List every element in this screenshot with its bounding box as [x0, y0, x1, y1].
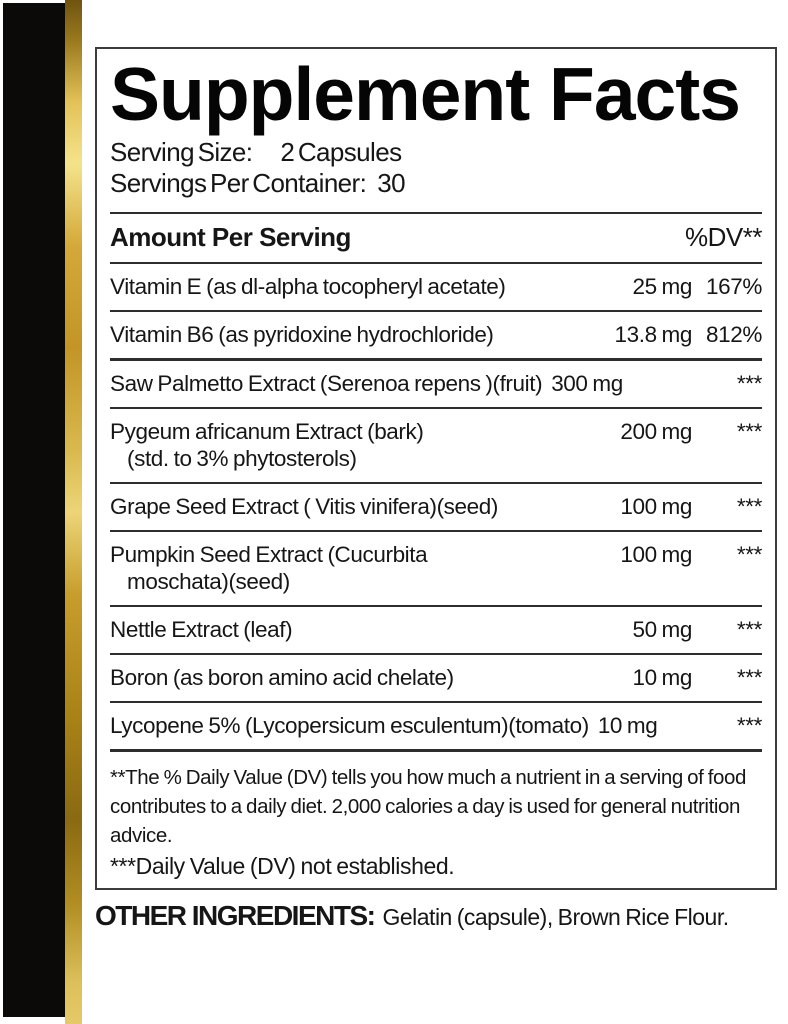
other-ingredients-line	[95, 899, 729, 938]
ingredient-row	[110, 703, 762, 749]
ingredient-dv: ***	[736, 542, 762, 567]
ingredient-amount: 13.8 mg	[614, 322, 692, 347]
ingredient-name: Nettle Extract (leaf)	[110, 617, 293, 642]
ingredient-name: Boron (as boron amino acid chelate)	[110, 665, 454, 690]
ingredient-dv: ***	[736, 617, 762, 642]
ingredient-name: Lycopene 5% (Lycopersicum esculentum)(tomato)	[110, 713, 589, 738]
dv-header: %DV**	[685, 222, 762, 252]
ingredient-row	[110, 655, 762, 701]
ingredient-row	[110, 264, 762, 310]
ingredient-row	[110, 607, 762, 653]
ingredient-name-line2: moschata)(seed)	[127, 569, 290, 594]
other-ingredients-text: Gelatin (capsule), Brown Rice Flour.	[382, 904, 729, 930]
ingredient-amount: 100 mg	[620, 542, 692, 567]
ingredient-dv: ***	[736, 494, 762, 519]
ingredient-name: Vitamin B6 (as pyridoxine hydrochloride)	[110, 322, 494, 347]
ingredient-dv: ***	[736, 419, 762, 444]
amount-per-serving-header: Amount Per Serving	[110, 222, 351, 252]
panel-title: Supplement Facts	[110, 52, 740, 136]
other-ingredients-label: OTHER INGREDIENTS:	[95, 900, 375, 931]
ingredient-amount: 10 mg	[632, 665, 692, 690]
servings-per-container-label: Servings Per Container:	[110, 168, 367, 198]
gold-accent-stripe	[65, 0, 82, 1024]
ingredient-name: Grape Seed Extract ( Vitis vinifera)(seed)	[110, 494, 498, 519]
ingredient-name-line2: (std. to 3% phytosterols)	[127, 446, 357, 471]
ingredient-name	[110, 542, 606, 595]
ingredient-name	[110, 419, 606, 472]
serving-size-value: 2 Capsules	[280, 137, 402, 167]
left-black-bar	[3, 3, 65, 1017]
ingredient-row	[110, 409, 762, 482]
servings-per-container-line	[110, 168, 762, 199]
servings-per-container-value: 30	[377, 168, 405, 198]
ingredient-amount: 25 mg	[632, 274, 692, 299]
ingredient-amount: 10 mg	[597, 713, 658, 738]
ingredient-name: Vitamin E (as dl-alpha tocopheryl acetate)	[110, 274, 506, 299]
ingredient-amount: 200 mg	[620, 419, 692, 444]
serving-size-line	[110, 137, 762, 168]
ingredient-dv: ***	[736, 371, 762, 396]
ingredient-amount: 300 mg	[551, 371, 623, 396]
ingredient-dv: 812%	[706, 322, 762, 347]
ingredient-dv: ***	[736, 713, 762, 738]
ingredient-name-line1: Pumpkin Seed Extract (Cucurbita	[110, 542, 428, 567]
ingredient-row	[110, 484, 762, 530]
ingredient-amount: 50 mg	[632, 617, 692, 642]
footnote-dv-text: **The % Daily Value (DV) tells you how much a nutrient in a serving of food contributes to a daily diet. 2,000 calories a day is used for general nutrition advice.	[110, 766, 747, 847]
ingredient-dv: 167%	[706, 274, 762, 299]
ingredient-row	[110, 312, 762, 358]
ingredient-dv: ***	[736, 665, 762, 690]
ingredient-row	[110, 532, 762, 605]
ingredient-name-line1: Pygeum africanum Extract (bark)	[110, 419, 424, 444]
ingredient-row	[110, 361, 762, 407]
amount-per-serving-header-row	[110, 214, 762, 262]
footnote-established-text: ***Daily Value (DV) not established.	[110, 853, 455, 879]
ingredient-name: Saw Palmetto Extract (Serenoa repens )(fruit)	[110, 371, 543, 396]
ingredient-amount: 100 mg	[620, 494, 692, 519]
supplement-facts-panel	[95, 47, 777, 890]
serving-size-label: Serving Size:	[110, 137, 253, 167]
